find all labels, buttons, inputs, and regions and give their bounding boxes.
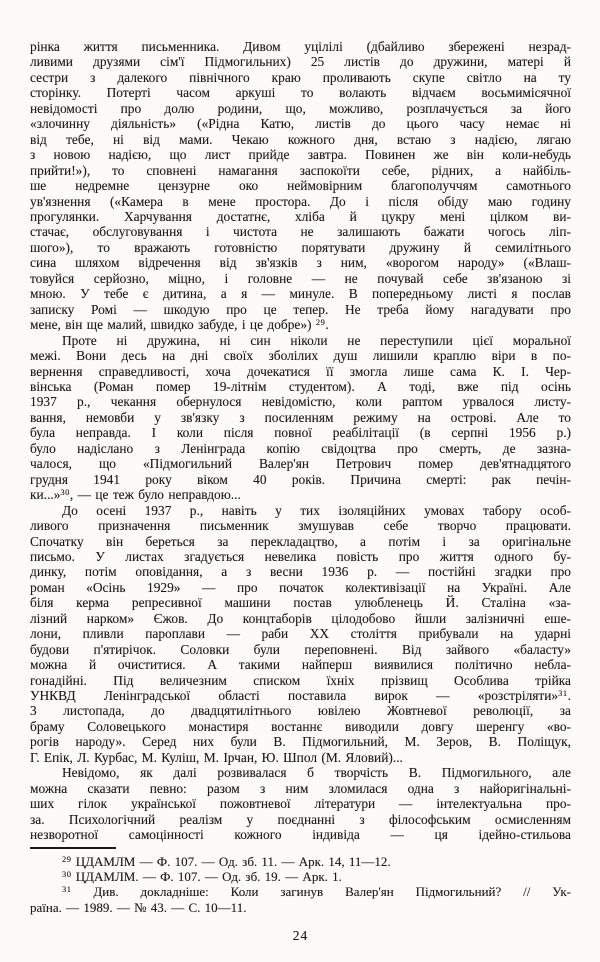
text-line: ки...»$^{30}$, — це теж було неправдою... xyxy=(30,487,241,503)
text-line: 3 листопада, до двадцятилітнього ювілею Жовтневої революції, за xyxy=(30,703,571,719)
text-line: лізний нарком» Єжов. До концтаборів цілодобово йшли залізничні еше- xyxy=(30,610,571,626)
footnote-ref: 29 xyxy=(315,317,326,328)
text-line: Спочатку він береться за перекладацтво, а потім і за оригінальне xyxy=(30,533,571,549)
text-line: ше недремне цензурне око неймовірним благополуччям самотнього xyxy=(30,178,571,194)
text-line: шого»), то вражають готовністю порятувати дружину й семилітнього xyxy=(30,239,571,255)
text-line: вання, немовби у зв'язку з посиленням режиму на острові. Але то xyxy=(30,409,571,425)
text-line: за. Психологічний реалізм у поєднанні з філософським осмисленням xyxy=(30,811,571,827)
text-line: мною. У тебе є дитина, а я — минуле. В попередньому листі я послав xyxy=(30,286,571,302)
text-line: роман «Осінь 1929» — про початок колективізації на Україні. Але xyxy=(30,579,571,595)
text-line: вінська (Роман помер 19-літнім студентом). А тоді, вже під осінь xyxy=(30,378,571,394)
text-line: ув'язнення («Камера в мене простора. До і після обіду маю годину xyxy=(30,193,571,209)
text-line: Г. Епік, Л. Курбас, М. Куліш, М. Ірчан, Ю. Шпол (М. Яловий)... xyxy=(30,749,403,765)
text-line: письмо. У листах згадується невелика повість про життя одного бу- xyxy=(30,548,571,564)
text-line: мене, він ще малий, швидко забуде, і це добре») $^{29}$. xyxy=(30,317,329,333)
body-text xyxy=(30,39,571,843)
text-line: можна й очиститися. А такими найперш виявилися політично небла- xyxy=(30,657,571,673)
text-line: стачає, обслуговування і чистота не залишають бажати чогось ліп- xyxy=(30,224,571,240)
text-line: рогів народу». Серед них були В. Підмогильний, М. Зеров, В. Поліщук, xyxy=(30,734,571,750)
text-line: До осені 1937 р., навіть у тих ізоляційних умовах табору особ- xyxy=(62,502,571,518)
footnote-ref: 30 xyxy=(62,869,72,880)
text-line: Проте ні дружина, ні син ніколи не переступили цієї моральної xyxy=(62,332,571,348)
text-line: біля керма репресивної машини постав улюбленець Й. Сталіна «за- xyxy=(30,595,571,611)
text-line: динку, потім оповідання, а з весни 1936 р. — постійні згадки про xyxy=(30,564,571,580)
footnote-ref: 31 xyxy=(62,884,72,895)
text-line: прийти!»), то сповнені намагання заспокоїти себе, рідних, а найбіль- xyxy=(30,162,571,178)
text-line: рінка життя письменника. Дивом уцілілі (дбайливо збережені незрад- xyxy=(30,39,571,54)
text-line: чалося, що «Підмогильний Валер'ян Петрович помер дев'ятнадцятого xyxy=(30,456,571,472)
text-line: сестри з далекого північного краю проливають скупе світло на ту xyxy=(30,69,571,85)
text-line: була неправда. І коли після повної реабілітації (в серпні 1956 р.) xyxy=(30,425,571,441)
text-line: прогулянки. Харчування достатнє, хліба й цукру мені цілком ви- xyxy=(30,208,571,224)
text-line: 1937 р., чекання обернулося невідомістю, коли раптом урвалося листу- xyxy=(30,394,571,410)
footnote-line: $^{30}$ ЦДАМЛМ. — Ф. 107. — Од. зб. 19. — Арк. 1. xyxy=(62,869,342,885)
text-line: грудня 1941 року віком 40 років. Причина смерті: рак печін- xyxy=(30,471,571,487)
text-line: сторінку. Потерті часом аркуші то волають відчаєм восьмимісячної xyxy=(30,85,571,101)
text-line: можна сказати певно: разом з ним зломилася одна з найоригінальні- xyxy=(30,780,571,796)
text-line: ливими друзями сім'ї Підмогильних) 25 листів до дружини, матері й xyxy=(30,54,571,70)
text-line: було надіслано з Ленінграда копію свідоцтва про смерть, де зазна- xyxy=(30,440,571,456)
text-line: товуйся серйозно, міцно, і головне — не почувай себе зв'язаною зі xyxy=(30,270,571,286)
footnote-ref: 30 xyxy=(60,487,70,498)
text-line: невідомості про долю родини, що, можливо, розплачується за його xyxy=(30,100,571,116)
text-line: браму Соловецького монастиря востаннє виводили довгу шеренгу «во- xyxy=(30,718,571,734)
footnote-ref: 29 xyxy=(62,853,72,864)
text-line: межі. Вони десь на дні своїх зболілих душ лишили краплю віри в по- xyxy=(30,348,571,364)
text-line: лони, пливли пароплави — раби XX століття прибували на ударні xyxy=(30,626,571,642)
text-line: сина шляхом відречення від зв'язків з ним, «ворогом народу» («Влаш- xyxy=(30,255,571,271)
text-line: УНКВД Ленінградської області поставила вирок — «розстріляти»$^{31}$. xyxy=(30,688,571,704)
footnote-line: раїна. — 1989. — № 43. — С. 10—11. xyxy=(30,899,247,915)
footnote-line: $^{29}$ ЦДАМЛМ — Ф. 107. — Од. зб. 11. — Арк. 14, 11—12. xyxy=(62,853,391,869)
text-line: Невідомо, як далі розвивалася б творчість В. Підмогильного, але xyxy=(62,765,571,781)
text-line: будови п'ятирічок. Соловки були переповнені. Від зайвого «баласту» xyxy=(30,641,571,657)
text-line: незворотної самоцінності кожного індивіда — ця ідейно-стильова xyxy=(30,827,571,843)
text-line: гонадійні. Під величезним списком їхніх прізвищ Особлива трійка xyxy=(30,672,571,688)
footnote-line: $^{31}$ Див. докладніше: Коли загинув Валер'ян Підмогильний? // Ук- xyxy=(62,884,571,900)
footnote-separator xyxy=(30,847,116,849)
text-line: вернення справедливості, хоча дочекатися її змогла лише сама К. І. Чер- xyxy=(30,363,571,379)
page-number: 24 xyxy=(292,928,309,944)
text-line: від тебе, ні від мами. Чекаю кожного дня, встаю з надією, лягаю xyxy=(30,131,571,147)
text-line: ших гілок української пожовтневої літератури — інтелектуальна про- xyxy=(30,796,571,812)
footnotes xyxy=(30,854,571,916)
text-line: з новою надією, що лист прийде завтра. Повинен же він коли-небудь xyxy=(30,147,571,163)
text-line: «злочинну діяльність» («Рідна Катю, листів до цього часу немає ні xyxy=(30,116,571,132)
footnote-ref: 31 xyxy=(558,688,568,699)
text-line: ливого призначення письменник змушував себе творчо працювати. xyxy=(30,518,571,534)
text-line: записку Ромі — шкодую про це тепер. Не треба йому нагадувати про xyxy=(30,301,571,317)
